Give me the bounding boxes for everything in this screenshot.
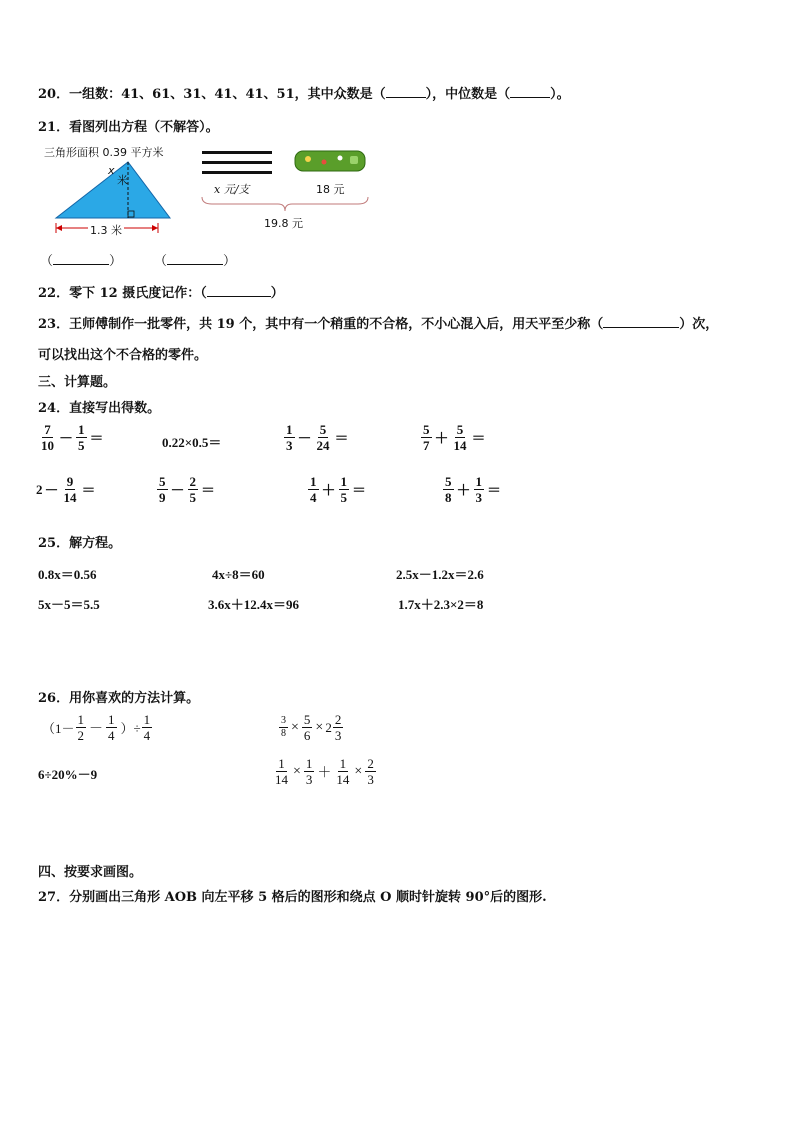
calc-24-3: $\frac{1}{3}$ － $\frac{5}{24}$ ＝ [286,422,349,453]
equation-25-1: 0.8x＝0.56 [38,567,97,582]
pencil-price-label: x 元/支 [214,183,250,196]
question-27: 27．分别画出三角形 AOB 向左平移 5 格后的图形和绕点 O 顺时针旋转 90°后的图形. [38,890,547,905]
calc-24-1: $\frac{7}{10}$ － $\frac{1}{5}$ ＝ [41,422,104,453]
equation-25-4: 5x－5＝5.5 [38,597,100,612]
answer-blank-mode[interactable] [386,86,426,98]
calc-24-4: $\frac{5}{7}$ ＋ $\frac{5}{14}$ ＝ [423,422,486,453]
triangle-height-x: x [108,164,115,177]
calc-26-a: （1－ $\frac{1}{2}$ － $\frac{1}{4}$ ）÷ $\frac{1}{4}$ [42,712,151,743]
calc-24-7: $\frac{1}{4}$ ＋ $\frac{1}{5}$ ＝ [310,474,366,505]
section-4-title: 四、按要求画图。 [38,865,143,880]
question-23-line1: 23．王师傅制作一批零件，共 19 个，其中有一个稍重的不合格，不小心混入后，用天平至少称（ ）次， [38,317,719,332]
calc-24-6: $\frac{5}{9}$ － $\frac{2}{5}$ ＝ [159,474,215,505]
calc-24-2: 0.22×0.5＝ [162,435,222,450]
equation-25-6: 1.7x＋2.3×2＝8 [398,597,484,612]
triangle-area-label: 三角形面积 0.39 平方米 [44,146,164,159]
pencils-icon [200,148,275,178]
triangle-height-unit: 米 [117,174,128,187]
question-25-title: 25．解方程。 [38,536,122,551]
calc-26-b: $\frac{3}{8}$ × $\frac{5}{6}$ × 2 $\frac{2}{3}$ [281,712,342,743]
equation-25-5: 3.6x＋12.4x＝96 [208,597,300,612]
section-3-title: 三、计算题。 [38,375,117,390]
calc-26-c: 6÷20%－9 [38,767,98,782]
answer-21a: （ ） [40,254,123,269]
answer-blank-21a[interactable] [53,253,109,265]
question-24-title: 24．直接写出得数。 [38,401,161,416]
equation-25-2: 4x÷8＝60 [212,567,265,582]
answer-21b: （ ） [154,254,237,269]
triangle-base-label: 1.3 米 [90,224,122,237]
question-22: 22．零下 12 摄氏度记作：（ ） [38,286,284,301]
total-brace [200,196,370,212]
answer-blank-21b[interactable] [167,253,223,265]
box-price-label: 18 元 [316,183,345,196]
answer-blank-22[interactable] [207,285,271,297]
calc-24-5: 2 － $\frac{9}{14}$ ＝ [36,474,96,505]
pencil-box-icon [294,150,366,172]
total-price-label: 19.8 元 [264,217,303,230]
calc-24-8: $\frac{5}{8}$ ＋ $\frac{1}{3}$ ＝ [445,474,501,505]
calc-26-d: $\frac{1}{14}$ × $\frac{1}{3}$ ＋ $\frac{1}{14}$ × $\frac{2}{3}$ [275,756,374,787]
question-20: 20．一组数：41、61、31、41、41、51，其中众数是（ ），中位数是（ ）。 [38,87,570,102]
answer-blank-median[interactable] [510,86,550,98]
answer-blank-23[interactable] [603,316,679,328]
question-26-title: 26．用你喜欢的方法计算。 [38,691,200,706]
question-23-line2: 可以找出这个不合格的零件。 [38,348,208,363]
question-21-title: 21．看图列出方程（不解答）。 [38,120,219,135]
equation-25-3: 2.5x－1.2x＝2.6 [396,567,484,582]
